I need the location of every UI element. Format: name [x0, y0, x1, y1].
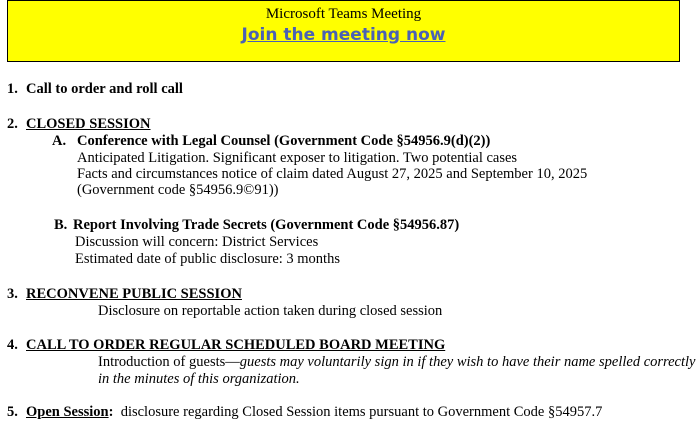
- meeting-title: Microsoft Teams Meeting: [265, 6, 422, 22]
- item-4-line-2: in the minutes of this organization.: [98, 371, 300, 387]
- item-4-title: CALL TO ORDER REGULAR SCHEDULED BOARD MEETING: [26, 337, 446, 353]
- item-5-colon: :: [108, 404, 114, 420]
- join-meeting-link[interactable]: Join the meeting now: [241, 25, 446, 45]
- item-2a-line-1: Anticipated Litigation. Significant exposer to litigation. Two potential cases: [77, 150, 518, 166]
- item-2b-title: Report Involving Trade Secrets (Government Code §54956.87): [73, 217, 460, 233]
- item-5-text: disclosure regarding Closed Session items pursuant to Government Code §54957.7: [113, 404, 603, 420]
- item-4-lead: Introduction of guests—: [98, 354, 240, 370]
- item-2a-line-2: Facts and circumstances notice of claim dated August 27, 2025 and September 10, 2025: [77, 166, 588, 182]
- item-2b-line-1: Discussion will concern: District Services: [75, 234, 319, 250]
- item-1-number: 1.: [7, 81, 18, 97]
- item-3-title: RECONVENE PUBLIC SESSION: [26, 286, 242, 302]
- item-2b-line-2: Estimated date of public disclosure: 3 months: [75, 251, 340, 267]
- teams-meeting-banner: [7, 0, 680, 62]
- item-4-line-1: [98, 354, 696, 371]
- item-5-title: Open Session: [26, 404, 109, 420]
- item-5-number: 5.: [7, 404, 18, 420]
- item-3-number: 3.: [7, 286, 18, 302]
- item-4-number: 4.: [7, 337, 18, 353]
- item-2-title: CLOSED SESSION: [26, 116, 151, 132]
- item-4-italic-1: guests may voluntarily sign in if they wish to have their name spelled correctly: [239, 354, 696, 370]
- item-2-number: 2.: [7, 116, 18, 132]
- item-2a-title: Conference with Legal Counsel (Government Code §54956.9(d)(2)): [77, 133, 491, 149]
- item-1-title: Call to order and roll call: [26, 81, 183, 97]
- item-2a-line-3: (Government code §54956.9©91)): [77, 182, 279, 198]
- item-2a-letter: A.: [52, 133, 67, 149]
- item-3-line-1: Disclosure on reportable action taken during closed session: [98, 303, 443, 319]
- item-2b-letter: B.: [54, 217, 68, 233]
- item-5-line: [26, 404, 602, 421]
